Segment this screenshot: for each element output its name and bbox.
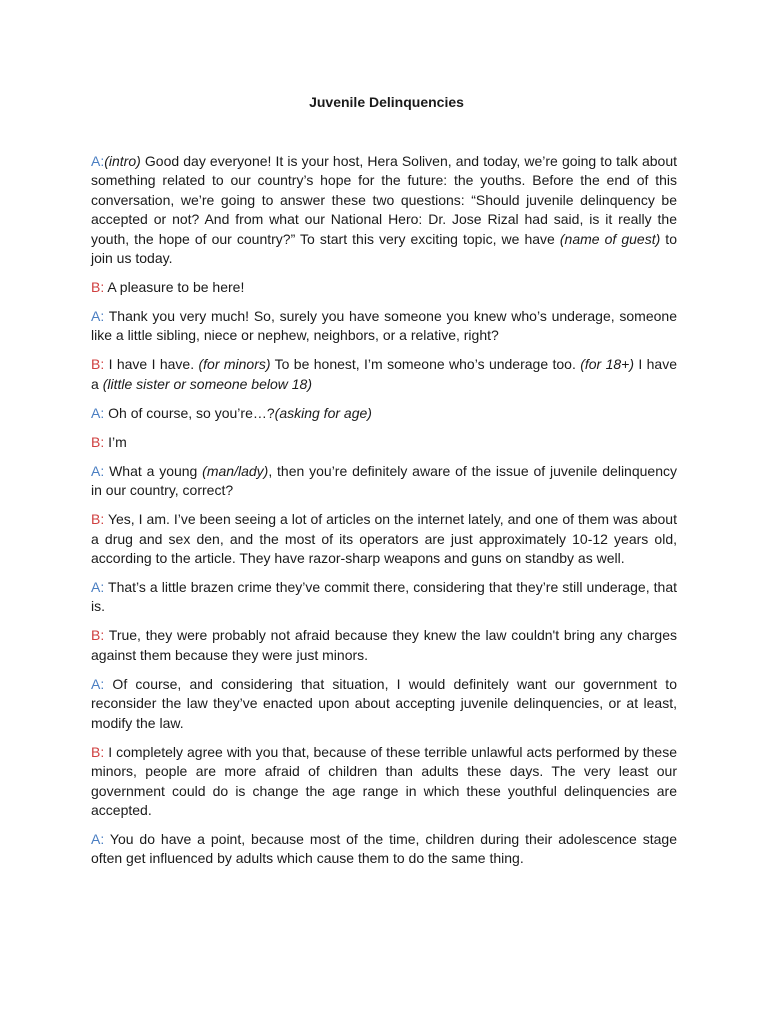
- dialogue-line: [91, 307, 677, 346]
- dialogue-text: to join us today.: [91, 230, 677, 267]
- stage-direction: (name of guest): [559, 230, 661, 247]
- dialogue-line: [91, 578, 677, 617]
- speaker-label: B:: [91, 743, 105, 760]
- speaker-label: A:: [91, 308, 105, 325]
- dialogue-text: To be honest, I’m someone who’s underage too.: [270, 356, 581, 373]
- dialogue-text: Oh of course, so you’re…?: [104, 404, 275, 421]
- dialogue-text: I completely agree with you that, because of these terrible unlawful acts performed by these minors, people are more afraid of children than adults these days. The very least our government could do is change the age range in which these youthful delinquencies are accepted.: [91, 743, 677, 818]
- dialogue-text: That’s a little brazen crime they’ve commit there, considering that they’re still underage, that is.: [91, 579, 677, 615]
- dialogue-text: You do have a point, because most of the time, children during their adolescence stage often get influenced by adults which cause them to do the same thing.: [91, 830, 677, 867]
- speaker-label: A:: [91, 462, 105, 479]
- speaker-label: A:: [91, 579, 105, 596]
- dialogue-line: [91, 510, 677, 568]
- speaker-label: A:: [91, 404, 105, 421]
- dialogue-text: Yes, I am. I’ve been seeing a lot of articles on the internet lately, and one of them was about a drug and sex den, and the most of its operators are just approximately 10-12 years old, according to the article. They have razor-sharp weapons and guns on standby as well.: [91, 511, 677, 567]
- dialogue-line: [91, 152, 677, 268]
- speaker-label: A:: [91, 153, 105, 169]
- dialogue-text: Good day everyone! It is your host, Hera Soliven, and today, we’re going to talk about something related to our country’s hope for the future: the youths. Before the end of this conversation, we’re going to answer these two questions: “Should juvenile delinquency be accepted or not? And from what our National Hero: Dr. Jose Rizal had said, is it really the youth, the hope of our country?” To start this very exciting topic, we have: [91, 153, 677, 247]
- speaker-label: B:: [91, 627, 105, 644]
- stage-direction: (man/lady): [202, 462, 269, 479]
- stage-direction: (little sister or someone below 18): [102, 375, 312, 392]
- stage-direction: (asking for age): [274, 404, 372, 421]
- dialogue-line: [91, 675, 677, 733]
- stage-direction: (for 18+): [580, 356, 634, 373]
- speaker-label: B:: [91, 511, 105, 528]
- dialogue-line: [91, 830, 677, 869]
- dialogue-line: [91, 433, 677, 452]
- dialogue-text: A pleasure to be here!: [104, 279, 245, 296]
- dialogue-line: [91, 355, 677, 394]
- dialogue-line: [91, 404, 677, 423]
- speaker-label: B:: [91, 356, 105, 373]
- stage-direction: (intro): [104, 153, 141, 169]
- dialogue-line: [91, 743, 677, 821]
- speaker-label: B:: [91, 433, 105, 450]
- dialogue-line: [91, 462, 677, 501]
- dialogue-body: [91, 152, 677, 869]
- speaker-label: A:: [91, 675, 105, 692]
- dialogue-text: What a young: [104, 462, 203, 479]
- speaker-label: A:: [91, 830, 105, 847]
- dialogue-text: True, they were probably not afraid because they knew the law couldn't bring any charges against them because they were just minors.: [91, 627, 677, 663]
- dialogue-text: I’m: [104, 433, 127, 450]
- dialogue-text: Of course, and considering that situation, I would definitely want our government to reconsider the law they’ve enacted upon about accepting juvenile delinquencies, or at least, modify the law.: [91, 675, 677, 731]
- dialogue-line: [91, 278, 677, 297]
- stage-direction: (for minors): [198, 356, 271, 373]
- dialogue-text: , then you’re definitely aware of the issue of juvenile delinquency in our country, correct?: [91, 462, 677, 499]
- speaker-label: B:: [91, 279, 105, 296]
- dialogue-text: I have a: [91, 356, 677, 392]
- dialogue-text: Thank you very much! So, surely you have someone you knew who’s underage, someone like a little sibling, niece or nephew, neighbors, or a relative, right?: [91, 308, 677, 344]
- page-title: Juvenile Delinquencies: [309, 94, 464, 110]
- dialogue-line: [91, 626, 677, 665]
- dialogue-text: I have I have.: [104, 356, 199, 373]
